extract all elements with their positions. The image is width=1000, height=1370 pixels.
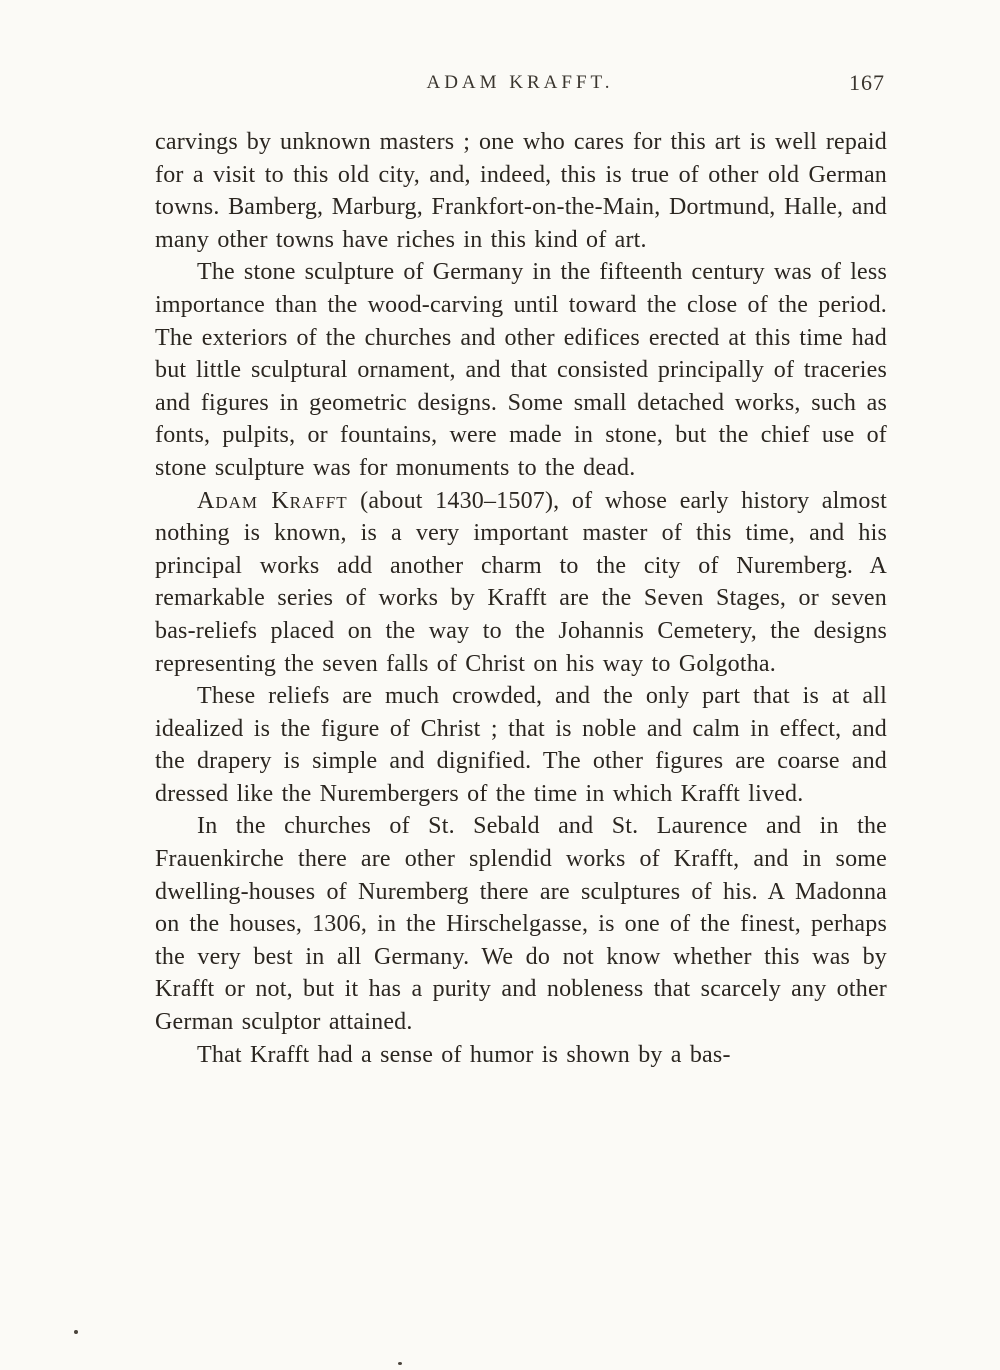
paragraph (155, 126, 887, 256)
paragraph (155, 680, 887, 810)
paragraph (155, 1039, 887, 1072)
paragraph-text: (about 1430–1507), of whose early history almost nothing is known, is a very important master of this time, and his principal works add another charm to the city of Nuremberg. A remarkable series of works by Krafft are the Seven Stages, or seven bas-reliefs placed on the way to the Johannis Cemetery, the designs representing the seven falls of Christ on his way to Golgotha. (155, 487, 887, 677)
page-header (155, 72, 885, 102)
scan-artifact-dot (74, 1330, 78, 1334)
page-number: 167 (849, 70, 885, 95)
smallcaps-name: Adam Krafft (197, 487, 348, 514)
running-title: ADAM KRAFFT. (426, 72, 614, 93)
paragraph (155, 256, 887, 484)
paragraph-text: These reliefs are much crowded, and the only part that is at all idealized is the figure of Christ ; that is noble and calm in effect, and the drapery is simple and dignified. The other figures are coarse and dressed like the Nurembergers of the time in which Krafft lived. (155, 683, 887, 807)
paragraph (155, 485, 887, 681)
scan-artifact-dot (398, 1362, 402, 1365)
paragraph-text: That Krafft had a sense of humor is shown by a bas- (197, 1041, 731, 1068)
paragraph-text: carvings by unknown masters ; one who cares for this art is well repaid for a visit to this old city, and, indeed, this is true of other old German towns. Bamberg, Marburg, Frankfort-on-the-Main, Dortmund, Halle, and many other towns have riches in this kind of art. (155, 129, 887, 253)
page-text (155, 126, 887, 1071)
paragraph (155, 810, 887, 1038)
paragraph-text: In the churches of St. Sebald and St. Laurence and in the Frauenkirche there are other splendid works of Krafft, and in some dwelling-houses of Nuremberg there are sculptures of his. A Madonna on the houses, 1306, in the Hirschelgasse, is one of the finest, perhaps the very best in all Germany. We do not know whether this was by Krafft or not, but it has a purity and nobleness that scarcely any other German sculptor attained. (155, 813, 887, 1036)
paragraph-text: The stone sculpture of Germany in the fifteenth century was of less importance than the wood-carving until toward the close of the period. The exteriors of the churches and other edifices erected at this time had but little sculptural ornament, and that consisted principally of traceries and figures in geometric designs. Some small detached works, such as fonts, pulpits, or fountains, were made in stone, but the chief use of stone sculpture was for monuments to the dead. (155, 259, 887, 481)
